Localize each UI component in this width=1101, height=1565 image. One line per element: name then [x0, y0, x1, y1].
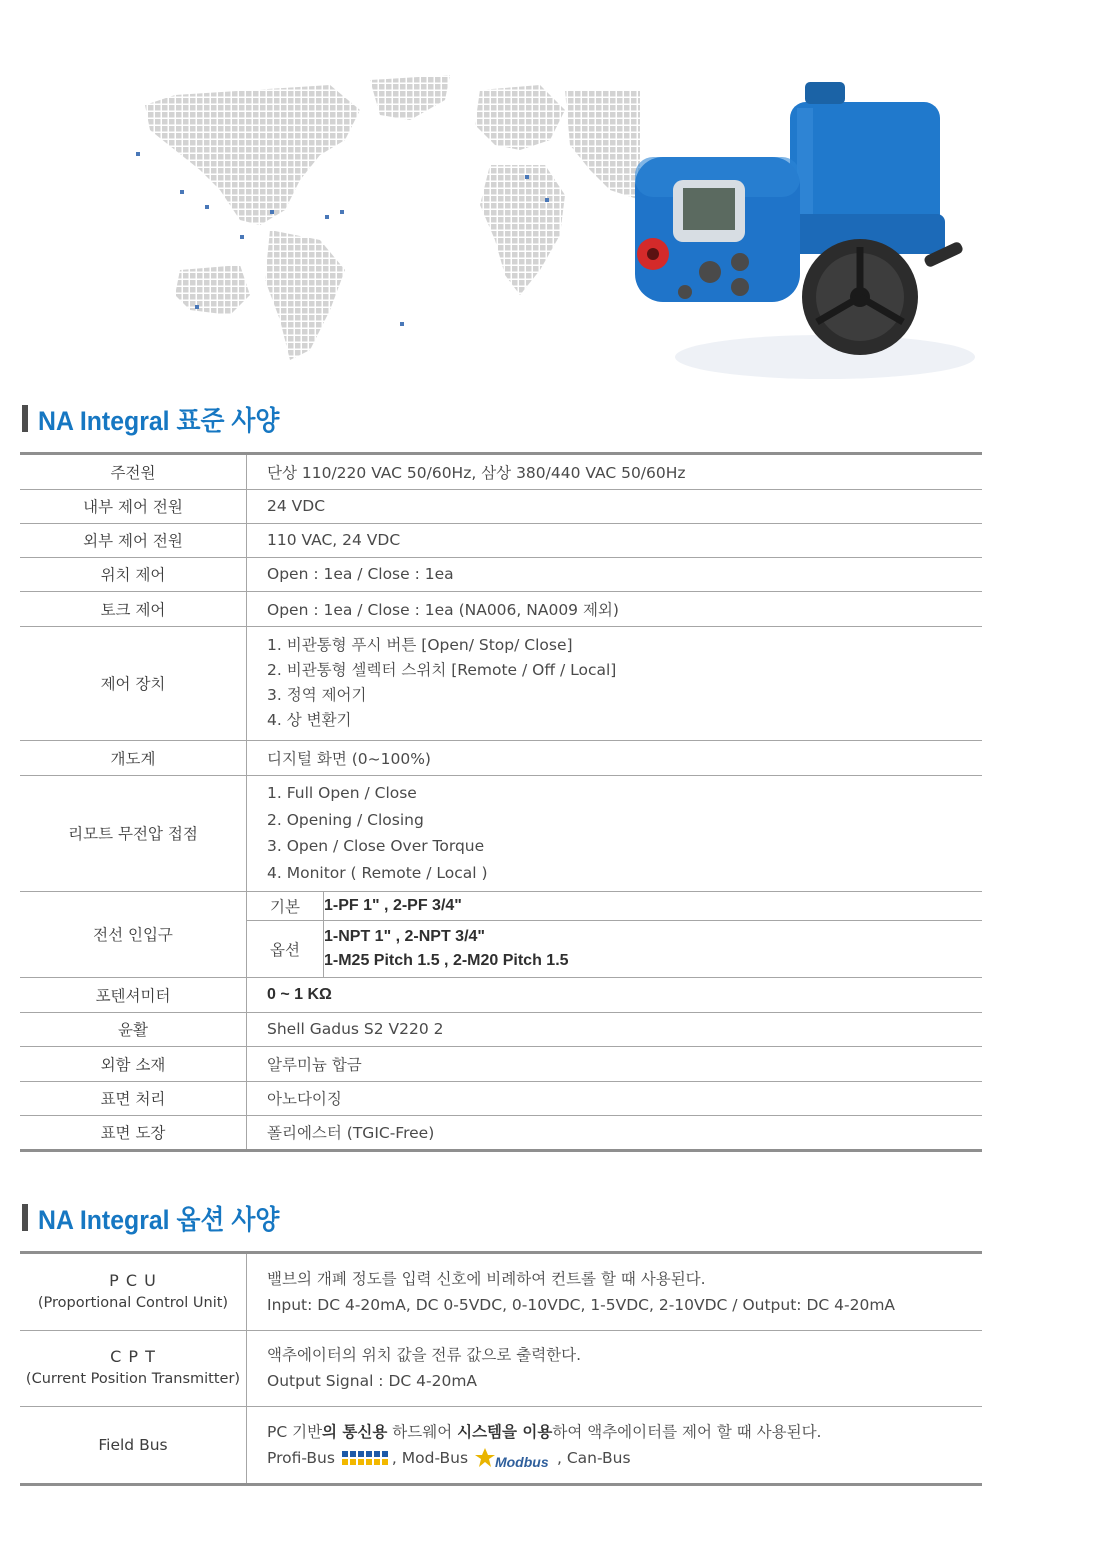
fieldbus-text-part: PC 기반 — [267, 1422, 323, 1441]
cpt-fullname: (Current Position Transmitter) — [25, 1371, 241, 1387]
option-spec-title: NA Integral 옵션 사양 — [22, 1200, 300, 1234]
cpt-output-line: Output Signal : DC 4-20mA — [267, 1372, 478, 1390]
fieldbus-text-part: 하드웨어 — [387, 1422, 458, 1441]
position-indicator-label: 개도계 — [20, 740, 247, 775]
row-label: 윤활 — [20, 1012, 247, 1046]
table-row — [20, 1330, 982, 1406]
table-row — [20, 891, 982, 920]
list-item: 3. Open / Close Over Torque — [267, 837, 485, 855]
control-device-list — [247, 626, 983, 740]
profibus-logo-icon — [340, 1449, 392, 1467]
cpt-desc-line: 액추에이터의 위치 값을 전류 값으로 출력한다. — [267, 1346, 582, 1364]
actuator-product-image — [625, 82, 980, 387]
list-item: 4. 상 변환기 — [267, 711, 352, 729]
row-value: 0 ~ 1 KΩ — [247, 977, 983, 1012]
row-value: 24 VDC — [247, 489, 983, 523]
table-row — [20, 1012, 982, 1046]
standard-spec-title: NA Integral 표준 사양 — [22, 401, 300, 435]
modbus-logo-icon — [473, 1446, 557, 1470]
table-row — [20, 1254, 982, 1330]
list-item: 1-NPT 1" , 2-NPT 3/4" — [324, 927, 485, 945]
title-bar-marker — [22, 1204, 28, 1231]
row-label: 표면 도장 — [20, 1115, 247, 1150]
list-item: 3. 정역 제어기 — [267, 686, 367, 704]
separator-comma: , — [391, 1448, 397, 1467]
modbus-logo-text: Modbus — [494, 1454, 549, 1470]
list-item: 1. 비관통형 푸시 버튼 [Open/ Stop/ Close] — [267, 636, 573, 654]
table-row — [20, 523, 982, 557]
fieldbus-text-part: 하여 액추에이터를 제어 할 때 사용된다. — [552, 1422, 822, 1441]
table-row — [20, 1046, 982, 1081]
table-row — [20, 1115, 982, 1150]
cable-entry-basic-value: 1-PF 1" , 2-PF 3/4" — [324, 891, 983, 920]
cpt-label — [20, 1330, 247, 1406]
table-row — [20, 1081, 982, 1115]
world-map-graphic — [120, 70, 640, 370]
cable-entry-basic-label: 기본 — [247, 891, 324, 920]
fieldbus-label: Field Bus — [20, 1406, 247, 1484]
control-device-label: 제어 장치 — [20, 626, 247, 740]
row-label: 외함 소재 — [20, 1046, 247, 1081]
fieldbus-desc-line — [267, 1419, 982, 1445]
cable-entry-option-label: 옵션 — [247, 920, 324, 977]
table-row — [20, 977, 982, 1012]
row-value: Shell Gadus S2 V220 2 — [247, 1012, 983, 1046]
table-row — [20, 489, 982, 523]
list-item: 2. 비관통형 셀렉터 스위치 [Remote / Off / Local] — [267, 661, 617, 679]
row-label: 외부 제어 전원 — [20, 523, 247, 557]
row-value: 110 VAC, 24 VDC — [247, 523, 983, 557]
modbus-text: Mod-Bus — [401, 1448, 469, 1467]
table-row — [20, 740, 982, 775]
table-row — [20, 1406, 982, 1484]
list-item: 4. Monitor ( Remote / Local ) — [267, 863, 488, 882]
pcu-description — [247, 1254, 983, 1330]
separator-comma: , — [556, 1448, 562, 1467]
list-item: 1. Full Open / Close — [267, 784, 417, 802]
standard-spec-table — [20, 455, 982, 1152]
pcu-name: P C U — [109, 1270, 157, 1290]
fieldbus-protocols — [267, 1445, 982, 1471]
row-label: 위치 제어 — [20, 557, 247, 591]
fieldbus-text-part: 의 통신용 — [322, 1422, 388, 1441]
position-indicator-value: 디지털 화면 (0~100%) — [247, 740, 983, 775]
title-bar-marker — [22, 405, 28, 432]
row-label: 포텐셔미터 — [20, 977, 247, 1012]
row-value: 단상 110/220 VAC 50/60Hz, 삼상 380/440 VAC 50/60Hz — [247, 455, 983, 489]
hero-banner — [120, 70, 990, 390]
row-value: 알루미늄 합금 — [247, 1046, 983, 1081]
pcu-io-line: Input: DC 4-20mA, DC 0-5VDC, 0-10VDC, 1-5VDC, 2-10VDC / Output: DC 4-20mA — [267, 1295, 896, 1314]
pcu-desc-line: 밸브의 개폐 정도를 입력 신호에 비례하여 컨트롤 할 때 사용된다. — [267, 1269, 706, 1288]
row-label: 토크 제어 — [20, 591, 247, 626]
row-label: 주전원 — [20, 455, 247, 489]
row-value: Open : 1ea / Close : 1ea (NA006, NA009 제외) — [247, 591, 983, 626]
table-row — [20, 557, 982, 591]
row-label: 내부 제어 전원 — [20, 489, 247, 523]
list-item: 1-M25 Pitch 1.5 , 2-M20 Pitch 1.5 — [324, 951, 569, 969]
remote-contacts-label: 리모트 무전압 접점 — [20, 775, 247, 891]
row-value: 폴리에스터 (TGIC-Free) — [247, 1115, 983, 1150]
table-row — [20, 626, 982, 740]
pcu-label — [20, 1254, 247, 1330]
table-row — [20, 591, 982, 626]
row-value: 아노다이징 — [247, 1081, 983, 1115]
row-label: 표면 처리 — [20, 1081, 247, 1115]
remote-contacts-list — [247, 775, 983, 891]
profibus-text: Profi-Bus — [267, 1448, 335, 1467]
canbus-text: Can-Bus — [566, 1448, 631, 1467]
table-row — [20, 775, 982, 891]
fieldbus-text-part: 시스템을 이용 — [457, 1422, 553, 1441]
table-row — [20, 455, 982, 489]
row-value: Open : 1ea / Close : 1ea — [247, 557, 983, 591]
fieldbus-description — [247, 1406, 983, 1484]
list-item: 2. Opening / Closing — [267, 810, 424, 829]
cpt-name: C P T — [110, 1347, 156, 1366]
pcu-fullname: (Proportional Control Unit) — [37, 1294, 229, 1311]
cable-entry-option-values — [324, 920, 983, 977]
cable-entry-label: 전선 인입구 — [20, 891, 247, 977]
option-spec-table — [20, 1254, 982, 1486]
cpt-description — [247, 1330, 983, 1406]
